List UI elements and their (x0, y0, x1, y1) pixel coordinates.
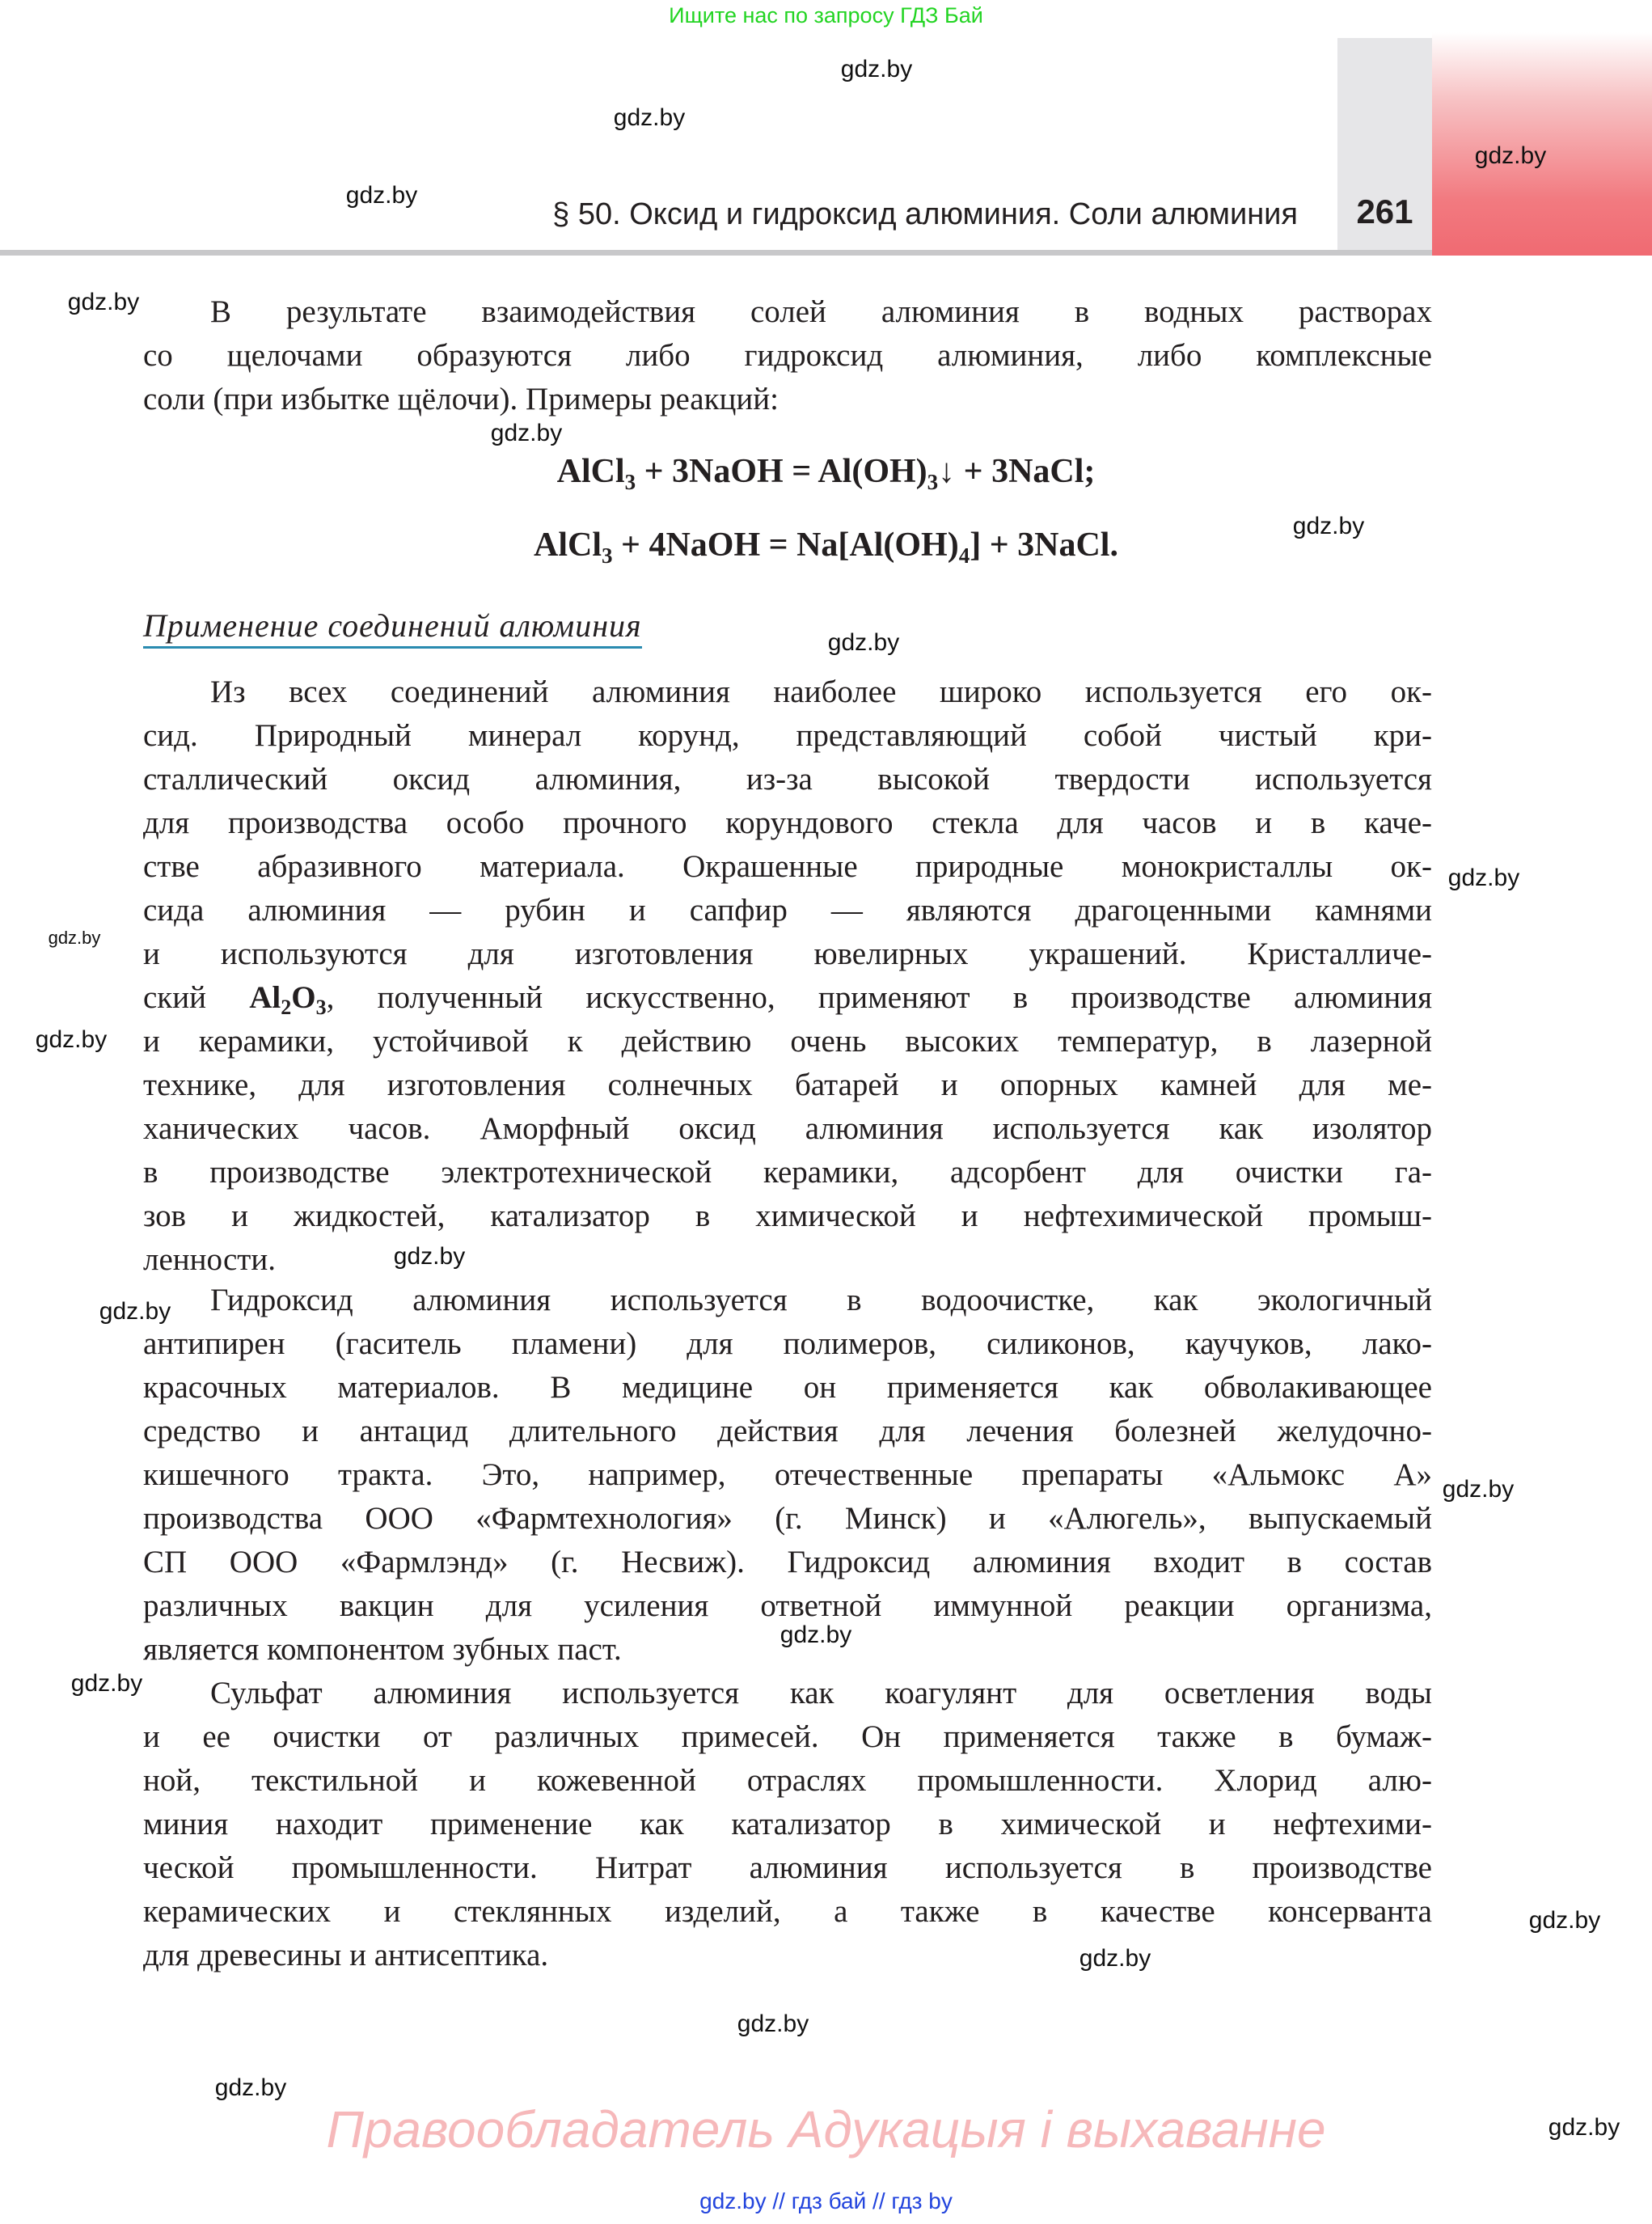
page-number: 261 (1356, 192, 1413, 230)
text-segment: технике, для изготовления солнечных батарей и опорных камней для ме- (143, 1068, 1432, 1102)
text-line (143, 845, 1432, 889)
text-line (143, 1366, 1432, 1410)
bottom-links[interactable]: gdz.by // гдз бай // гдз by (699, 2188, 953, 2213)
text-line (143, 1715, 1432, 1759)
subscript: 4 (958, 543, 970, 568)
gdz-watermark: gdz.by (1474, 142, 1547, 169)
search-hint-banner: Ищите нас по запросу ГДЗ Бай (669, 3, 983, 27)
gdz-watermark: gdz.by (1528, 1907, 1601, 1934)
text-line (143, 334, 1432, 378)
text-segment: O (291, 980, 316, 1015)
text-segment: + 3NaOH = Al(OH) (636, 453, 927, 490)
text-line (143, 1934, 548, 1977)
paragraph-4 (143, 1672, 1432, 1977)
text-segment: ↓ + 3NaCl; (938, 453, 1096, 490)
text-segment: для производства особо прочного корундового стекла для часов и в каче- (143, 805, 1432, 840)
text-line (143, 1279, 1432, 1322)
paragraph-1 (143, 290, 1432, 421)
gdz-watermark: gdz.by (393, 1243, 466, 1270)
equation-1 (0, 453, 1652, 494)
text-segment: ческой промышленности. Нитрат алюминия используется в производстве (143, 1850, 1432, 1885)
subscript: 3 (927, 470, 939, 494)
text-line (143, 290, 1432, 334)
text-segment: для древесины и антисептика. (143, 1938, 549, 1972)
text-line (143, 1541, 1432, 1584)
gdz-watermark: gdz.by (1548, 2114, 1620, 2141)
gdz-watermark: gdz.by (35, 1026, 108, 1053)
subscript: 3 (315, 996, 327, 1019)
gdz-watermark: gdz.by (840, 56, 913, 82)
text-segment: различных вакцин для усиления ответной иммунной реакции организма, (143, 1588, 1432, 1623)
text-line (143, 1628, 622, 1672)
gdz-watermark: gdz.by (1292, 513, 1365, 539)
text-line (143, 1194, 1432, 1238)
section-heading: Применение соединений алюминия (143, 607, 642, 649)
text-line (143, 1846, 1432, 1890)
text-line (143, 1151, 1432, 1194)
text-segment: керамических и стеклянных изделий, а также в качестве консерванта (143, 1894, 1432, 1929)
text-segment: сида алюминия — рубин и сапфир — являются драгоценными камнями (143, 893, 1432, 928)
text-line (143, 670, 1432, 714)
text-segment: производства ООО «Фармтехнология» (г. Минск) и «Алюгель», выпускаемый (143, 1501, 1432, 1536)
text-line (143, 1322, 1432, 1366)
text-segment: ский (143, 980, 250, 1015)
gdz-watermark: gdz.by (490, 420, 563, 446)
text-segment: красочных материалов. В медицине он применяется как обволакивающее (143, 1370, 1432, 1405)
subscript: 3 (602, 543, 613, 568)
paragraph-2 (143, 670, 1432, 1282)
gdz-watermark: gdz.by (345, 182, 418, 209)
text-segment: и используются для изготовления ювелирных украшений. Кристалличе- (143, 937, 1432, 971)
text-line (143, 714, 1432, 758)
text-segment: в производстве электротехнической керамики, адсорбент для очистки га- (143, 1155, 1432, 1190)
section-title: § 50. Оксид и гидроксид алюминия. Соли алюминия (552, 197, 1298, 231)
text-segment: сталлический оксид алюминия, из-за высокой твердости используется (143, 762, 1432, 797)
text-segment: и керамики, устойчивой к действию очень высоких температур, в лазерной (143, 1024, 1432, 1059)
text-segment: + 4NaOH = Na[Al(OH) (612, 526, 959, 564)
text-segment: средство и антацид длительного действия для лечения болезней желудочно- (143, 1414, 1432, 1448)
gdz-watermark: gdz.by (214, 2074, 287, 2101)
text-line (143, 1890, 1432, 1934)
rights-holder-watermark: Правообладатель Адукацыя і выхаванне (326, 2100, 1326, 2158)
text-segment: ленности. (143, 1242, 276, 1277)
gdz-watermark: gdz.by (613, 104, 686, 131)
text-segment: AlCl (534, 526, 602, 564)
text-line (143, 976, 1432, 1020)
text-segment: со щелочами образуются либо гидроксид алюминия, либо комплексные (143, 338, 1432, 373)
subscript: 2 (281, 996, 292, 1019)
paragraph-3 (143, 1279, 1432, 1672)
text-segment: кишечного тракта. Это, например, отечественные препараты «Альмокс А» (143, 1457, 1432, 1492)
text-segment: , полученный искусственно, применяют в производстве алюминия (326, 980, 1433, 1015)
gdz-watermark: gdz.by (99, 1298, 171, 1325)
text-line (143, 1238, 276, 1282)
subscript: 3 (624, 470, 636, 494)
text-line (143, 1107, 1432, 1151)
text-line (143, 1410, 1432, 1453)
text-segment: AlCl (556, 453, 625, 490)
gdz-watermark: gdz.by (1447, 865, 1520, 891)
gdz-watermark: gdz.by (780, 1621, 852, 1648)
text-segment: является компонентом зубных паст. (143, 1632, 622, 1667)
text-line (143, 889, 1432, 932)
text-line (143, 1803, 1432, 1846)
text-segment: миния находит применение как катализатор в химической и нефтехими- (143, 1807, 1432, 1841)
text-segment: зов и жидкостей, катализатор в химической и нефтехимической промыш- (143, 1199, 1432, 1233)
text-segment: соли (при избытке щёлочи). Примеры реакций: (143, 382, 779, 416)
text-segment: Сульфат алюминия используется как коагулянт для осветления воды (210, 1676, 1432, 1710)
text-line (143, 378, 779, 421)
equation-2 (0, 526, 1652, 568)
text-segment: антипирен (гаситель пламени) для полимеров, силиконов, каучуков, лако- (143, 1326, 1432, 1361)
gdz-watermark: gdz.by (1079, 1945, 1151, 1972)
gdz-watermark: gdz.by (70, 1670, 143, 1697)
header-divider (0, 250, 1432, 256)
gdz-watermark: gdz.by (67, 289, 140, 315)
text-segment: Из всех соединений алюминия наиболее широко используется его ок- (210, 674, 1432, 709)
gdz-watermark: gdz.by (48, 928, 101, 948)
text-segment: стве абразивного материала. Окрашенные природные монокристаллы ок- (143, 849, 1432, 884)
gdz-watermark: gdz.by (737, 2010, 809, 2037)
gdz-watermark: gdz.by (827, 629, 900, 656)
text-segment: СП ООО «Фармлэнд» (г. Несвиж). Гидроксид алюминия входит в состав (143, 1545, 1432, 1579)
gdz-watermark: gdz.by (1442, 1476, 1515, 1503)
text-segment: ной, текстильной и кожевенной отраслях промышленности. Хлорид алю- (143, 1763, 1432, 1798)
text-line (143, 1453, 1432, 1497)
text-line (143, 1759, 1432, 1803)
text-line (143, 1063, 1432, 1107)
text-segment: ] + 3NaCl. (970, 526, 1118, 564)
text-line (143, 758, 1432, 801)
text-segment: Гидроксид алюминия используется в водоочистке, как экологичный (210, 1283, 1432, 1317)
text-segment: ханических часов. Аморфный оксид алюминия используется как изолятор (143, 1111, 1432, 1146)
text-segment: сид. Природный минерал корунд, представляющий собой чистый кри- (143, 718, 1432, 753)
text-segment: Al (249, 980, 281, 1015)
text-line (143, 801, 1432, 845)
text-segment: и ее очистки от различных примесей. Он применяется также в бумаж- (143, 1719, 1432, 1754)
text-segment: В результате взаимодействия солей алюминия в водных растворах (210, 294, 1432, 329)
text-line (143, 1020, 1432, 1063)
text-line (143, 932, 1432, 976)
text-line (143, 1497, 1432, 1541)
text-line (143, 1672, 1432, 1715)
